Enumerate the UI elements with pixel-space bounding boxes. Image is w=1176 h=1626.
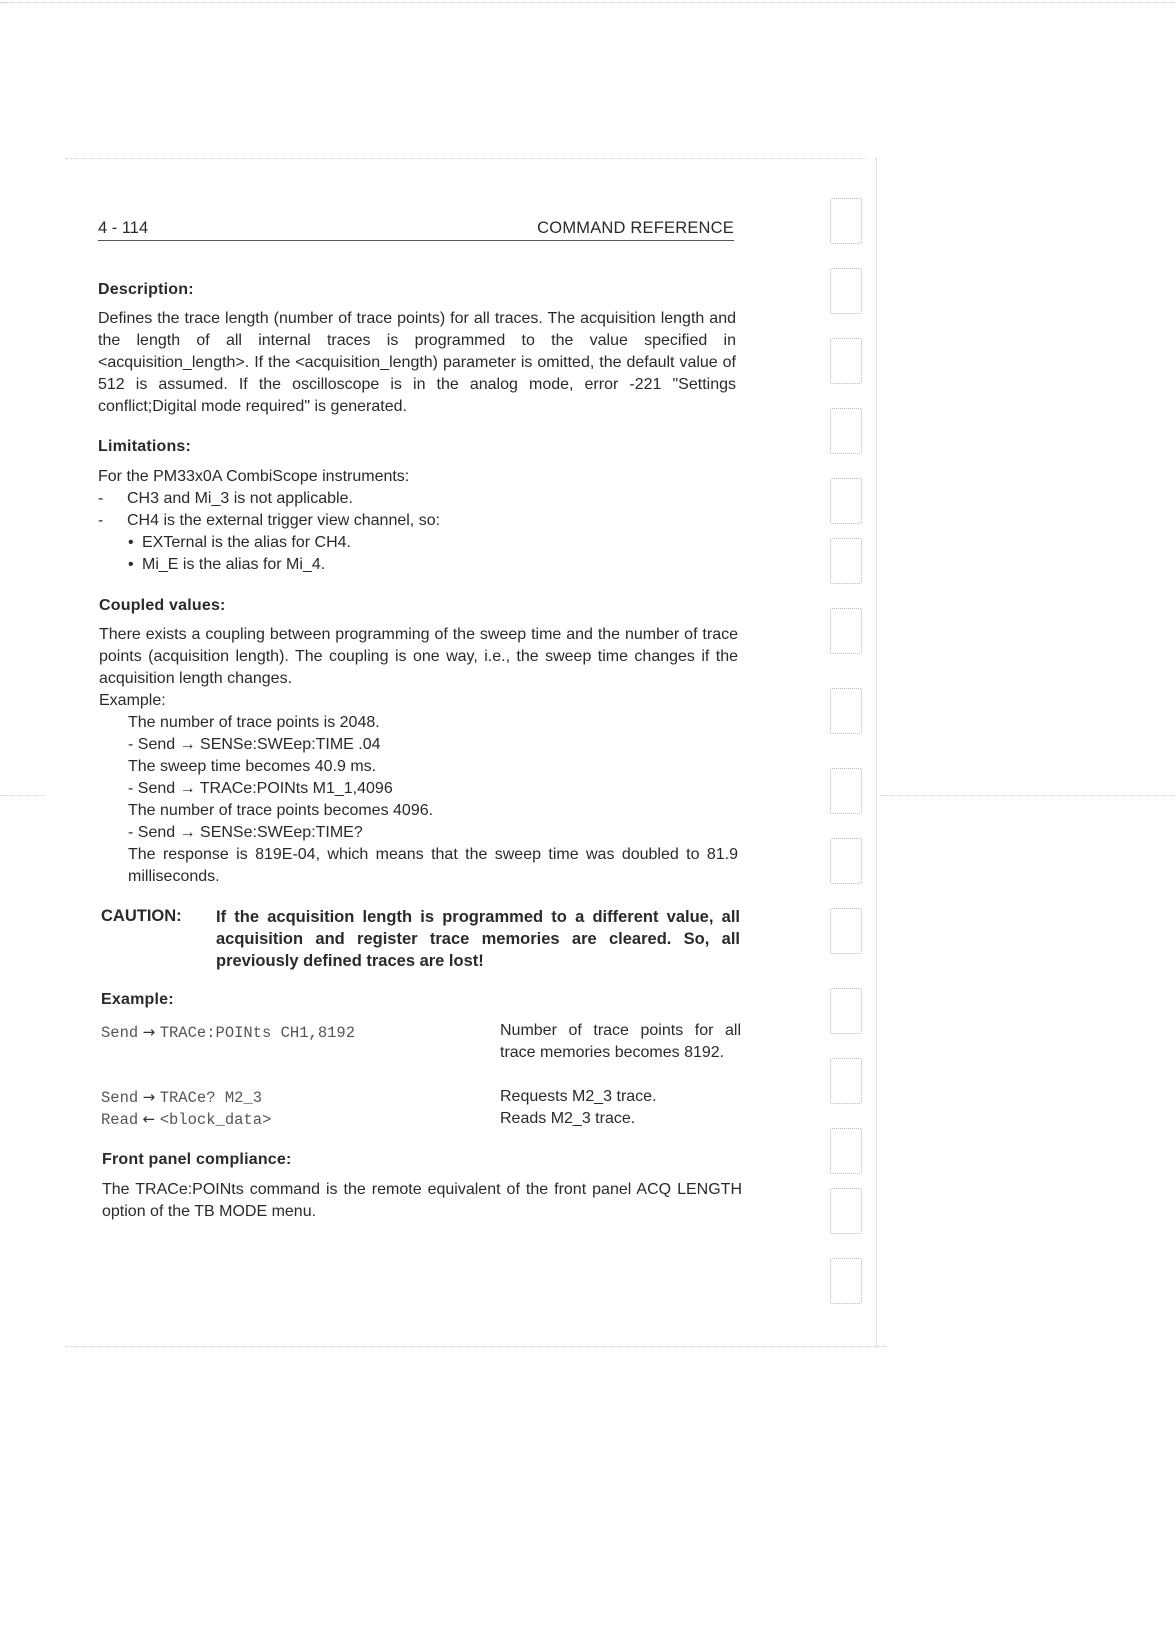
- coupled-text: There exists a coupling between programming of the sweep time and the number of trace points (acquisition length). The coupling is one way, i.e., the sweep time changes if the acquisition length changes.: [99, 626, 738, 687]
- page-number: 4 - 114: [98, 219, 149, 237]
- dash-marker: -: [98, 490, 104, 507]
- edge-tab: [830, 1188, 862, 1234]
- dash-marker: -: [98, 512, 104, 529]
- coupled-heading: Coupled values:: [99, 597, 226, 614]
- limitation-item: CH4 is the external trigger view channel, so:: [127, 512, 441, 529]
- edge-tab: [830, 1128, 862, 1174]
- edge-tab: [830, 1058, 862, 1104]
- edge-tab: [830, 538, 862, 584]
- command-code: TRACe? M2_3: [159, 1089, 263, 1107]
- edge-tab: [830, 198, 862, 244]
- coupled-step: - Send → SENSe:SWEep:TIME?: [128, 824, 363, 841]
- command-verb: Send: [101, 1024, 139, 1042]
- limitations-heading: Limitations:: [98, 438, 192, 455]
- coupled-step: The number of trace points is 2048.: [128, 714, 380, 731]
- example-desc-3: Reads M2_3 trace.: [500, 1110, 636, 1127]
- example-desc-1: Number of trace points for all trace memories becomes 8192.: [500, 1022, 741, 1061]
- arrow-left-icon: ←: [142, 1110, 156, 1128]
- coupled-step: - Send → SENSe:SWEep:TIME .04: [128, 736, 381, 753]
- coupled-step: - Send → TRACe:POINts M1_1,4096: [128, 780, 393, 797]
- example-command-2: [101, 1086, 262, 1109]
- limitation-bullet: Mi_E is the alias for Mi_4.: [142, 556, 326, 573]
- command-code: <block_data>: [159, 1111, 272, 1129]
- arrow-right-icon: →: [142, 1023, 156, 1041]
- edge-tab: [830, 838, 862, 884]
- edge-tab: [830, 1258, 862, 1304]
- scan-line-bottom: [66, 1346, 886, 1347]
- edge-tab: [830, 608, 862, 654]
- description-heading: Description:: [98, 281, 194, 298]
- edge-tab: [830, 768, 862, 814]
- front-panel-heading: Front panel compliance:: [102, 1151, 292, 1168]
- scan-top-edge: [0, 2, 1176, 3]
- caution-label: CAUTION:: [101, 907, 182, 925]
- bullet-dot: •: [128, 534, 134, 551]
- caution-text: If the acquisition length is programmed to a different value, all acquisition and register trace memories are cleared. So, all previously defined traces are lost!: [216, 908, 740, 970]
- command-code: TRACe:POINts CH1,8192: [159, 1024, 356, 1042]
- example-command-3: [101, 1108, 271, 1131]
- edge-tab: [830, 268, 862, 314]
- coupled-step: The number of trace points becomes 4096.: [128, 802, 434, 819]
- edge-tab: [830, 478, 862, 524]
- edge-tab: [830, 408, 862, 454]
- edge-tab: [830, 908, 862, 954]
- example-command-1: [101, 1021, 355, 1044]
- example-desc-2: Requests M2_3 trace.: [500, 1088, 657, 1105]
- limitation-item: CH3 and Mi_3 is not applicable.: [127, 490, 353, 507]
- coupled-step: The sweep time becomes 40.9 ms.: [128, 758, 377, 775]
- section-title: COMMAND REFERENCE: [537, 219, 734, 237]
- scan-line-left-mid: [0, 795, 44, 796]
- page-header: [98, 218, 734, 241]
- description-text: Defines the trace length (number of trace points) for all traces. The acquisition length and the length of all internal traces is programmed to the value specified in <acquisition_length>. If the <acquisition_length) parameter is omitted, the default value of 512 is assumed. If the oscilloscope is in the analog mode, error -221 "Settings conflict;Digital mode required" is generated.: [98, 310, 736, 415]
- command-verb: Read: [101, 1111, 139, 1129]
- bullet-dot: •: [128, 556, 134, 573]
- coupled-final: The response is 819E-04, which means that the sweep time was doubled to 81.9 milliseconds.: [128, 846, 738, 885]
- edge-tab: [830, 988, 862, 1034]
- front-panel-text: The TRACe:POINts command is the remote equivalent of the front panel ACQ LENGTH option of the TB MODE menu.: [102, 1181, 742, 1220]
- edge-tab: [830, 338, 862, 384]
- limitations-intro: For the PM33x0A CombiScope instruments:: [98, 468, 410, 485]
- coupled-example-label: Example:: [99, 692, 166, 709]
- scan-line-top: [66, 158, 866, 159]
- arrow-right-icon: →: [142, 1088, 156, 1106]
- edge-tab-markers: [822, 186, 878, 1626]
- edge-tab: [830, 688, 862, 734]
- command-verb: Send: [101, 1089, 139, 1107]
- example-heading: Example:: [101, 991, 174, 1008]
- limitation-bullet: EXTernal is the alias for CH4.: [142, 534, 351, 551]
- scan-line-right-mid: [880, 795, 1176, 796]
